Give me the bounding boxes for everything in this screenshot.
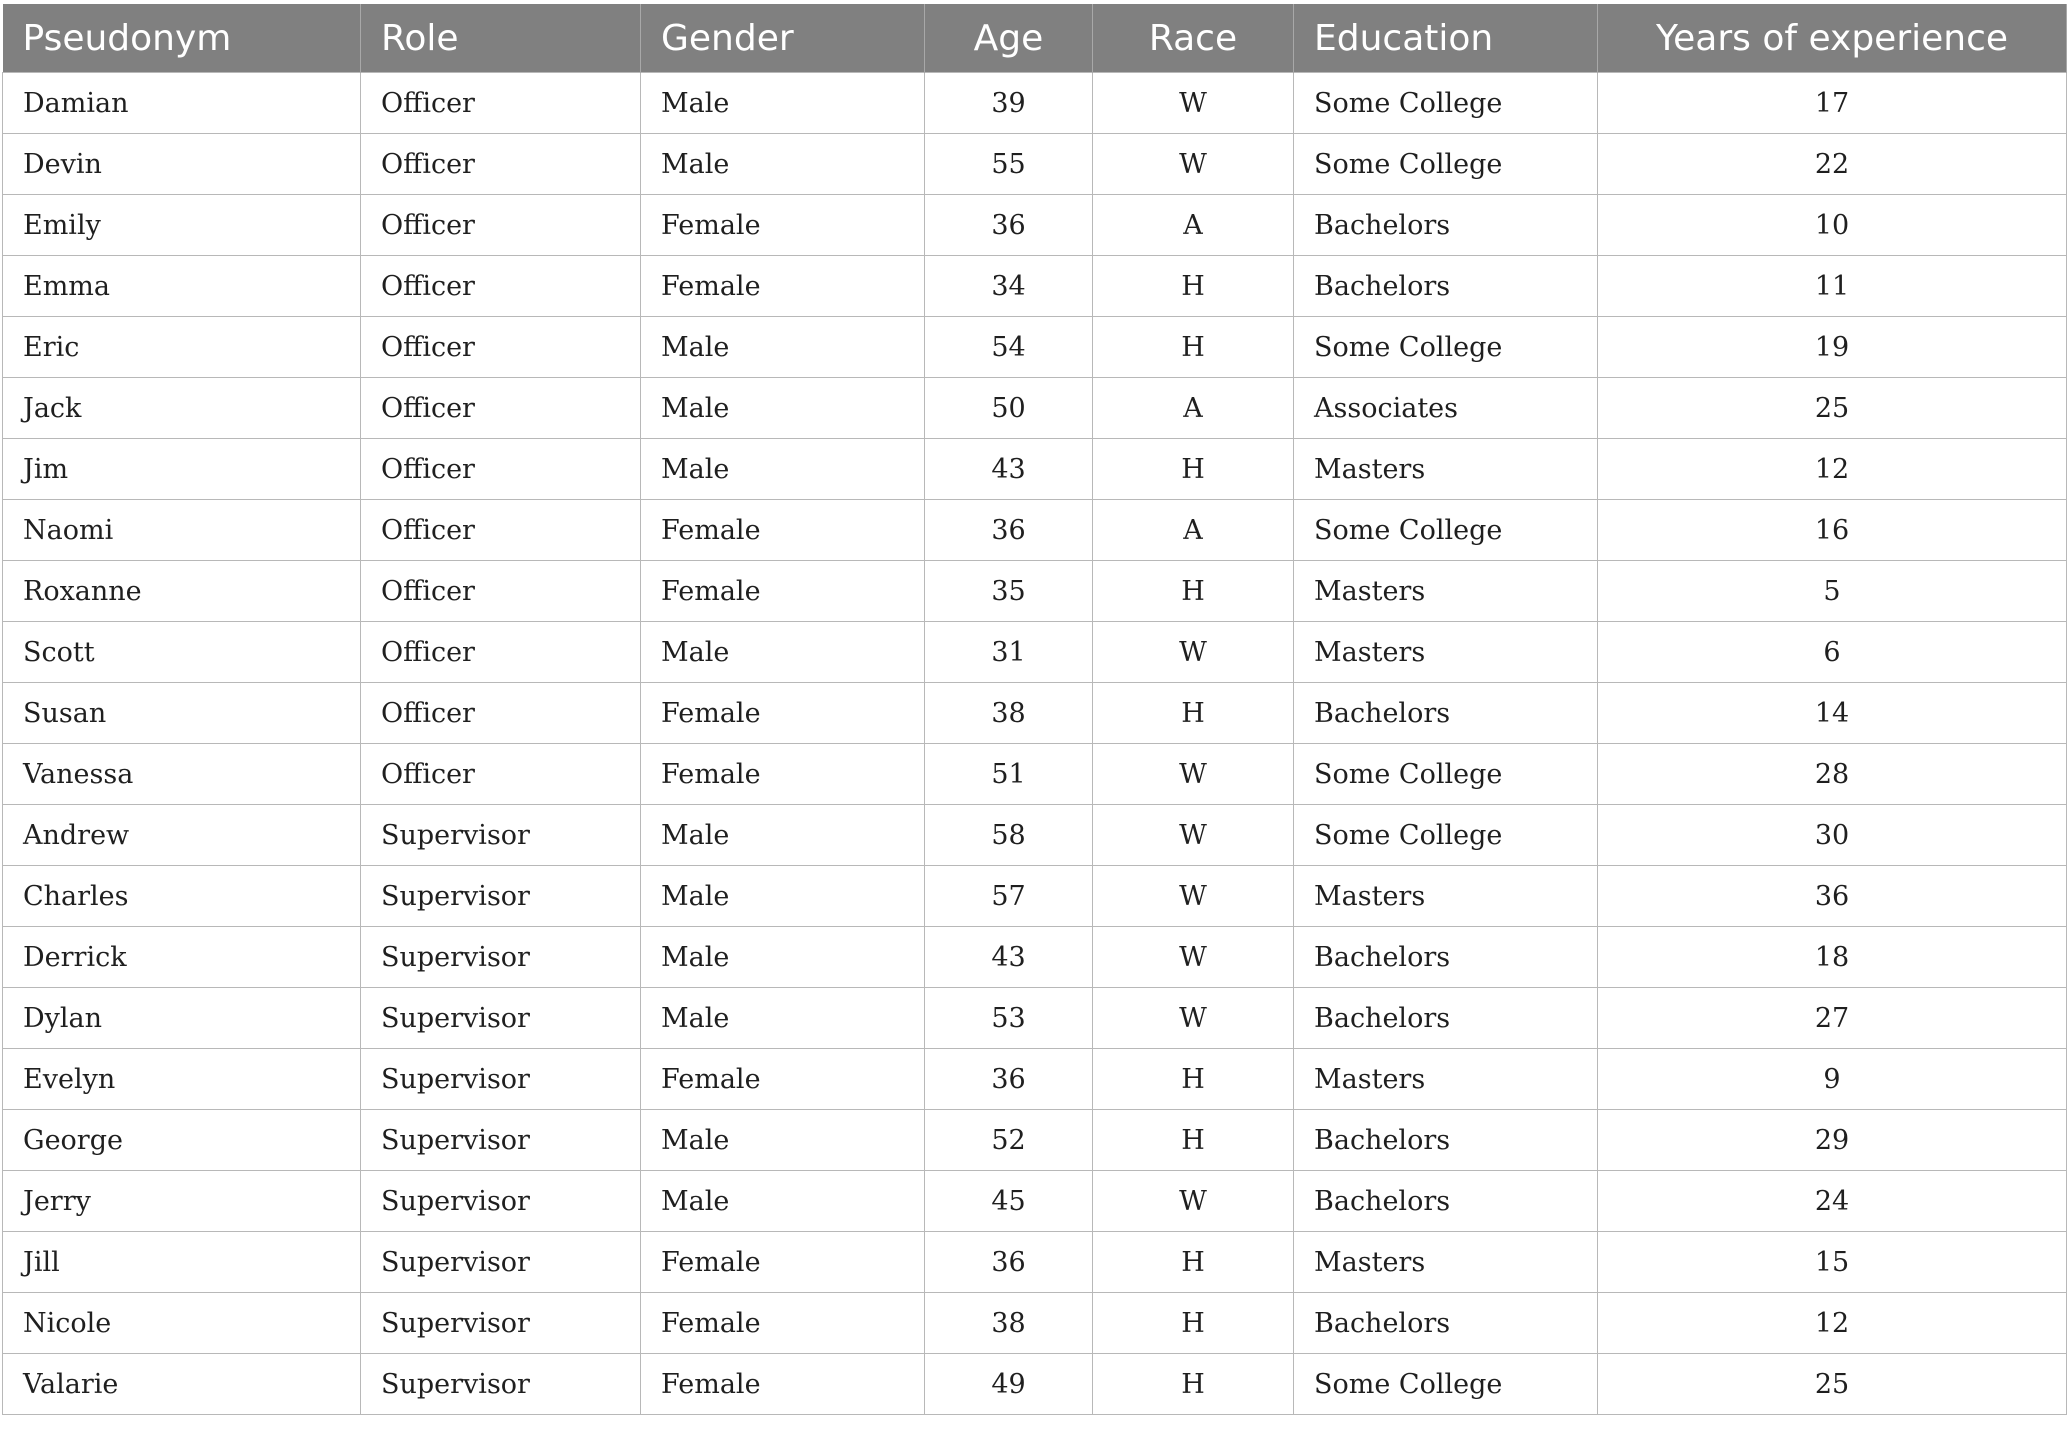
cell-age: 43	[925, 439, 1093, 500]
cell-pseudonym: Emily	[3, 195, 361, 256]
cell-age: 36	[925, 500, 1093, 561]
cell-race: W	[1093, 1171, 1294, 1232]
header-age: Age	[925, 4, 1093, 73]
cell-pseudonym: Vanessa	[3, 744, 361, 805]
cell-pseudonym: Charles	[3, 866, 361, 927]
cell-pseudonym: Derrick	[3, 927, 361, 988]
cell-gender: Female	[641, 683, 925, 744]
cell-years-of-experience: 12	[1598, 1293, 2067, 1354]
cell-gender: Female	[641, 195, 925, 256]
cell-race: H	[1093, 317, 1294, 378]
cell-role: Officer	[361, 317, 641, 378]
cell-education: Some College	[1294, 134, 1598, 195]
cell-years-of-experience: 28	[1598, 744, 2067, 805]
cell-gender: Male	[641, 317, 925, 378]
cell-education: Some College	[1294, 500, 1598, 561]
cell-role: Supervisor	[361, 1049, 641, 1110]
cell-role: Supervisor	[361, 1354, 641, 1415]
cell-role: Officer	[361, 500, 641, 561]
cell-years-of-experience: 24	[1598, 1171, 2067, 1232]
cell-education: Some College	[1294, 1354, 1598, 1415]
cell-years-of-experience: 30	[1598, 805, 2067, 866]
cell-pseudonym: Jim	[3, 439, 361, 500]
cell-gender: Male	[641, 439, 925, 500]
cell-race: W	[1093, 927, 1294, 988]
cell-education: Bachelors	[1294, 683, 1598, 744]
cell-pseudonym: Nicole	[3, 1293, 361, 1354]
participant-table-container	[2, 4, 2066, 1415]
cell-education: Bachelors	[1294, 1110, 1598, 1171]
table-row	[3, 744, 2067, 805]
table-row	[3, 1171, 2067, 1232]
table-row	[3, 622, 2067, 683]
cell-age: 36	[925, 1049, 1093, 1110]
table-row	[3, 866, 2067, 927]
cell-years-of-experience: 18	[1598, 927, 2067, 988]
cell-age: 39	[925, 73, 1093, 134]
cell-age: 43	[925, 927, 1093, 988]
table-row	[3, 988, 2067, 1049]
cell-age: 54	[925, 317, 1093, 378]
cell-years-of-experience: 25	[1598, 1354, 2067, 1415]
cell-age: 50	[925, 378, 1093, 439]
cell-education: Some College	[1294, 317, 1598, 378]
table-row	[3, 195, 2067, 256]
table-row	[3, 561, 2067, 622]
cell-pseudonym: Scott	[3, 622, 361, 683]
cell-years-of-experience: 17	[1598, 73, 2067, 134]
cell-race: H	[1093, 1232, 1294, 1293]
cell-role: Officer	[361, 256, 641, 317]
cell-education: Some College	[1294, 744, 1598, 805]
cell-years-of-experience: 9	[1598, 1049, 2067, 1110]
cell-role: Officer	[361, 439, 641, 500]
cell-gender: Female	[641, 1354, 925, 1415]
cell-pseudonym: Andrew	[3, 805, 361, 866]
cell-race: A	[1093, 378, 1294, 439]
cell-race: W	[1093, 866, 1294, 927]
cell-gender: Male	[641, 134, 925, 195]
cell-age: 31	[925, 622, 1093, 683]
cell-years-of-experience: 29	[1598, 1110, 2067, 1171]
cell-race: A	[1093, 500, 1294, 561]
cell-race: H	[1093, 1293, 1294, 1354]
cell-age: 36	[925, 1232, 1093, 1293]
table-row	[3, 683, 2067, 744]
cell-race: W	[1093, 988, 1294, 1049]
cell-race: H	[1093, 1354, 1294, 1415]
table-row	[3, 317, 2067, 378]
cell-race: H	[1093, 683, 1294, 744]
cell-gender: Female	[641, 744, 925, 805]
cell-role: Supervisor	[361, 927, 641, 988]
cell-race: W	[1093, 805, 1294, 866]
cell-gender: Male	[641, 805, 925, 866]
cell-gender: Male	[641, 378, 925, 439]
cell-years-of-experience: 5	[1598, 561, 2067, 622]
cell-education: Some College	[1294, 805, 1598, 866]
cell-age: 57	[925, 866, 1093, 927]
cell-pseudonym: Damian	[3, 73, 361, 134]
cell-gender: Male	[641, 866, 925, 927]
cell-role: Supervisor	[361, 988, 641, 1049]
table-row	[3, 1049, 2067, 1110]
cell-years-of-experience: 12	[1598, 439, 2067, 500]
cell-gender: Female	[641, 256, 925, 317]
header-role: Role	[361, 4, 641, 73]
cell-age: 36	[925, 195, 1093, 256]
cell-role: Officer	[361, 134, 641, 195]
cell-race: H	[1093, 561, 1294, 622]
participant-table	[2, 4, 2067, 1415]
cell-age: 53	[925, 988, 1093, 1049]
cell-race: W	[1093, 622, 1294, 683]
cell-age: 34	[925, 256, 1093, 317]
cell-years-of-experience: 15	[1598, 1232, 2067, 1293]
cell-gender: Female	[641, 561, 925, 622]
cell-gender: Male	[641, 988, 925, 1049]
cell-role: Officer	[361, 195, 641, 256]
cell-education: Bachelors	[1294, 1293, 1598, 1354]
cell-education: Masters	[1294, 866, 1598, 927]
cell-race: W	[1093, 73, 1294, 134]
cell-education: Masters	[1294, 1049, 1598, 1110]
cell-pseudonym: Devin	[3, 134, 361, 195]
cell-pseudonym: Emma	[3, 256, 361, 317]
cell-years-of-experience: 11	[1598, 256, 2067, 317]
cell-pseudonym: Valarie	[3, 1354, 361, 1415]
cell-gender: Female	[641, 1232, 925, 1293]
table-row	[3, 1293, 2067, 1354]
cell-role: Supervisor	[361, 805, 641, 866]
cell-race: H	[1093, 439, 1294, 500]
cell-education: Masters	[1294, 1232, 1598, 1293]
cell-pseudonym: Jerry	[3, 1171, 361, 1232]
table-row	[3, 500, 2067, 561]
cell-years-of-experience: 25	[1598, 378, 2067, 439]
table-body	[3, 73, 2067, 1415]
cell-gender: Male	[641, 73, 925, 134]
cell-age: 52	[925, 1110, 1093, 1171]
cell-years-of-experience: 10	[1598, 195, 2067, 256]
cell-gender: Female	[641, 500, 925, 561]
cell-role: Supervisor	[361, 1171, 641, 1232]
cell-pseudonym: Dylan	[3, 988, 361, 1049]
cell-pseudonym: Jill	[3, 1232, 361, 1293]
cell-years-of-experience: 22	[1598, 134, 2067, 195]
cell-race: H	[1093, 1049, 1294, 1110]
table-row	[3, 73, 2067, 134]
cell-age: 45	[925, 1171, 1093, 1232]
cell-education: Some College	[1294, 73, 1598, 134]
cell-education: Bachelors	[1294, 256, 1598, 317]
cell-gender: Female	[641, 1293, 925, 1354]
header-race: Race	[1093, 4, 1294, 73]
cell-education: Bachelors	[1294, 195, 1598, 256]
cell-pseudonym: Jack	[3, 378, 361, 439]
table-row	[3, 378, 2067, 439]
table-row	[3, 805, 2067, 866]
table-row	[3, 927, 2067, 988]
cell-gender: Male	[641, 1171, 925, 1232]
table-row	[3, 1110, 2067, 1171]
cell-pseudonym: George	[3, 1110, 361, 1171]
cell-years-of-experience: 16	[1598, 500, 2067, 561]
cell-race: H	[1093, 1110, 1294, 1171]
cell-age: 49	[925, 1354, 1093, 1415]
cell-education: Masters	[1294, 622, 1598, 683]
cell-gender: Female	[641, 1049, 925, 1110]
cell-education: Bachelors	[1294, 927, 1598, 988]
cell-years-of-experience: 36	[1598, 866, 2067, 927]
cell-gender: Male	[641, 927, 925, 988]
cell-role: Supervisor	[361, 1232, 641, 1293]
cell-race: H	[1093, 256, 1294, 317]
cell-education: Bachelors	[1294, 1171, 1598, 1232]
cell-years-of-experience: 19	[1598, 317, 2067, 378]
cell-education: Bachelors	[1294, 988, 1598, 1049]
cell-age: 38	[925, 1293, 1093, 1354]
cell-pseudonym: Susan	[3, 683, 361, 744]
cell-role: Officer	[361, 683, 641, 744]
cell-gender: Male	[641, 1110, 925, 1171]
cell-role: Officer	[361, 744, 641, 805]
cell-pseudonym: Roxanne	[3, 561, 361, 622]
header-education: Education	[1294, 4, 1598, 73]
header-years-of-experience: Years of experience	[1598, 4, 2067, 73]
cell-pseudonym: Evelyn	[3, 1049, 361, 1110]
table-row	[3, 134, 2067, 195]
cell-years-of-experience: 6	[1598, 622, 2067, 683]
cell-role: Officer	[361, 378, 641, 439]
cell-age: 55	[925, 134, 1093, 195]
header-pseudonym: Pseudonym	[3, 4, 361, 73]
cell-role: Officer	[361, 622, 641, 683]
cell-gender: Male	[641, 622, 925, 683]
cell-age: 35	[925, 561, 1093, 622]
cell-years-of-experience: 27	[1598, 988, 2067, 1049]
cell-age: 51	[925, 744, 1093, 805]
table-row	[3, 256, 2067, 317]
table-header-row	[3, 4, 2067, 73]
cell-role: Officer	[361, 561, 641, 622]
table-row	[3, 439, 2067, 500]
table-row	[3, 1354, 2067, 1415]
cell-education: Masters	[1294, 561, 1598, 622]
cell-role: Supervisor	[361, 1293, 641, 1354]
cell-pseudonym: Eric	[3, 317, 361, 378]
cell-education: Associates	[1294, 378, 1598, 439]
cell-education: Masters	[1294, 439, 1598, 500]
cell-pseudonym: Naomi	[3, 500, 361, 561]
cell-role: Supervisor	[361, 1110, 641, 1171]
cell-race: W	[1093, 744, 1294, 805]
header-gender: Gender	[641, 4, 925, 73]
cell-role: Officer	[361, 73, 641, 134]
cell-role: Supervisor	[361, 866, 641, 927]
cell-years-of-experience: 14	[1598, 683, 2067, 744]
cell-race: A	[1093, 195, 1294, 256]
cell-race: W	[1093, 134, 1294, 195]
cell-age: 58	[925, 805, 1093, 866]
cell-age: 38	[925, 683, 1093, 744]
table-row	[3, 1232, 2067, 1293]
